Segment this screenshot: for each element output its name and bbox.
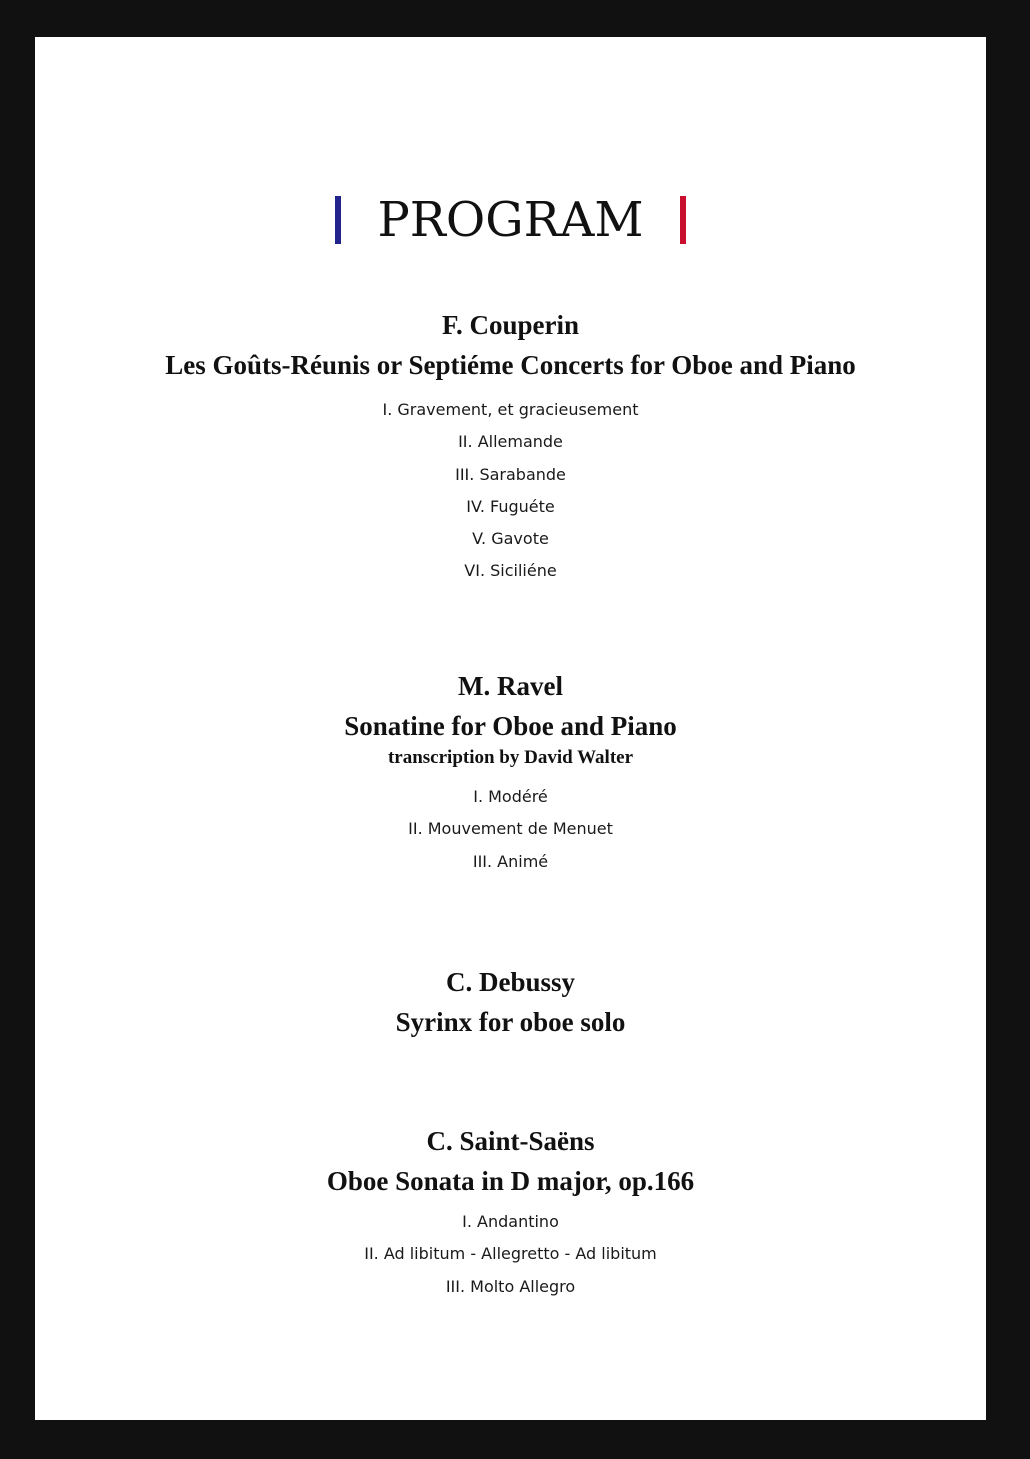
movement-item: V. Gavote xyxy=(472,529,549,549)
composer-name: M. Ravel xyxy=(458,671,563,701)
movement-item: II. Mouvement de Menuet xyxy=(408,819,613,839)
movement-item: II. Allemande xyxy=(458,432,563,452)
composer-name: C. Debussy xyxy=(445,967,576,997)
composer-name: F. Couperin xyxy=(441,310,580,340)
piece-ravel xyxy=(35,666,986,878)
work-title: Les Goûts-Réunis or Septiéme Concerts for Oboe and Piano xyxy=(165,350,856,380)
transcription-note: transcription by David Walter xyxy=(387,747,634,768)
work-title: Syrinx for oboe solo xyxy=(395,1007,626,1037)
red-bar-decoration xyxy=(680,196,686,244)
movement-list xyxy=(35,781,986,878)
program-header xyxy=(35,185,986,255)
movement-item: III. Animé xyxy=(472,851,549,871)
piece-saint-saens xyxy=(35,1121,986,1303)
piece-couperin xyxy=(35,305,986,588)
movement-item: I. Modéré xyxy=(473,787,548,806)
movement-item: I. Gravement, et gracieusement xyxy=(382,400,639,419)
work-title: Oboe Sonata in D major, op.166 xyxy=(326,1166,695,1196)
page-title: PROGRAM xyxy=(377,192,644,248)
movement-item: VI. Siciliéne xyxy=(464,561,557,581)
movement-item: II. Ad libitum - Allegretto - Ad libitum xyxy=(364,1244,657,1264)
blue-bar-decoration xyxy=(335,196,341,244)
program-page xyxy=(35,37,986,1420)
movement-list xyxy=(35,1206,986,1303)
movement-list xyxy=(35,394,986,588)
work-title: Sonatine for Oboe and Piano xyxy=(344,711,677,741)
movement-item: III. Molto Allegro xyxy=(445,1276,576,1296)
composer-name: C. Saint-Saëns xyxy=(426,1126,595,1156)
movement-item: IV. Fuguéte xyxy=(466,496,555,516)
movement-item: III. Sarabande xyxy=(455,464,566,484)
piece-debussy xyxy=(35,962,986,1042)
movement-item: I. Andantino xyxy=(462,1212,559,1231)
